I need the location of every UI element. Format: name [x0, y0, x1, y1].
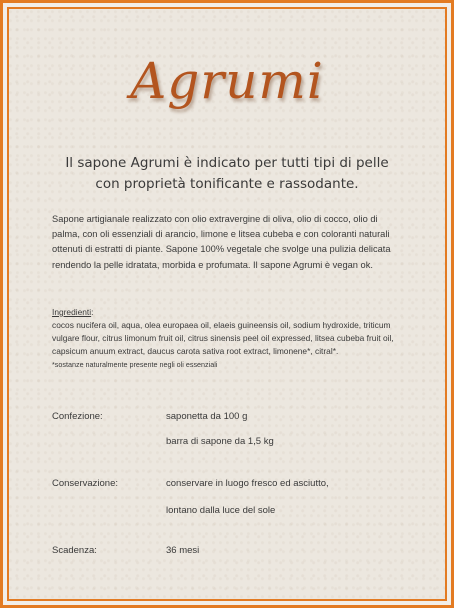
- confezione-value-1: saponetta da 100 g: [166, 411, 248, 422]
- product-description: Sapone artigianale realizzato con olio extravergine di oliva, olio di cocco, olio di palma, con oli essenziali di arancio, limone e litsea cubeba e con coloranti naturali ottenuti di estratti di piante. Sapone 100% vegetale che svolge una pulizia delicata rendendo la pelle idratata, morbida e profumata. Il sapone Agrumi è vegan ok.: [52, 214, 391, 270]
- ingredients-label: Ingredienti: [52, 307, 92, 317]
- ingredients-text: cocos nucifera oil, aqua, olea europaea oil, elaeis guineensis oil, sodium hydroxide, triticum vulgare flour, citrus limonum fruit oil, citrus sinensis peel oil expressed, litsea cubeba fruit oil, capsicum anuum extract, daucus carota sativa root extract, limonene*, citral*.: [52, 319, 394, 356]
- product-headline: Il sapone Agrumi è indicato per tutti tipi di pelle con proprietà tonificante e rassodante.: [65, 155, 389, 192]
- scadenza-label: Scadenza:: [52, 545, 97, 556]
- confezione-label: Confezione:: [52, 411, 103, 422]
- ingredients-block: Ingredienti: cocos nucifera oil, aqua, olea europaea oil, elaeis guineensis oil, sodium hydroxide, triticum vulgare flour, citrus limonum fruit oil, citrus sinensis peel oil expressed, litsea cubeba fruit oil, capsicum anuum extract, daucus carota sativa root extract, limonene*, citral*. *sostanze naturalmente presente negli oli essenziali: [52, 307, 394, 369]
- conservazione-label: Conservazione:: [52, 478, 119, 489]
- conservazione-value-1: conservare in luogo fresco ed asciutto,: [166, 478, 329, 489]
- product-title: Agrumi: [130, 52, 324, 110]
- confezione-value-2: barra di sapone da 1,5 kg: [166, 436, 274, 447]
- scadenza-value: 36 mesi: [166, 545, 200, 556]
- conservazione-value-2: lontano dalla luce del sole: [166, 505, 276, 516]
- ingredients-note: *sostanze naturalmente presente negli oli essenziali: [52, 359, 218, 369]
